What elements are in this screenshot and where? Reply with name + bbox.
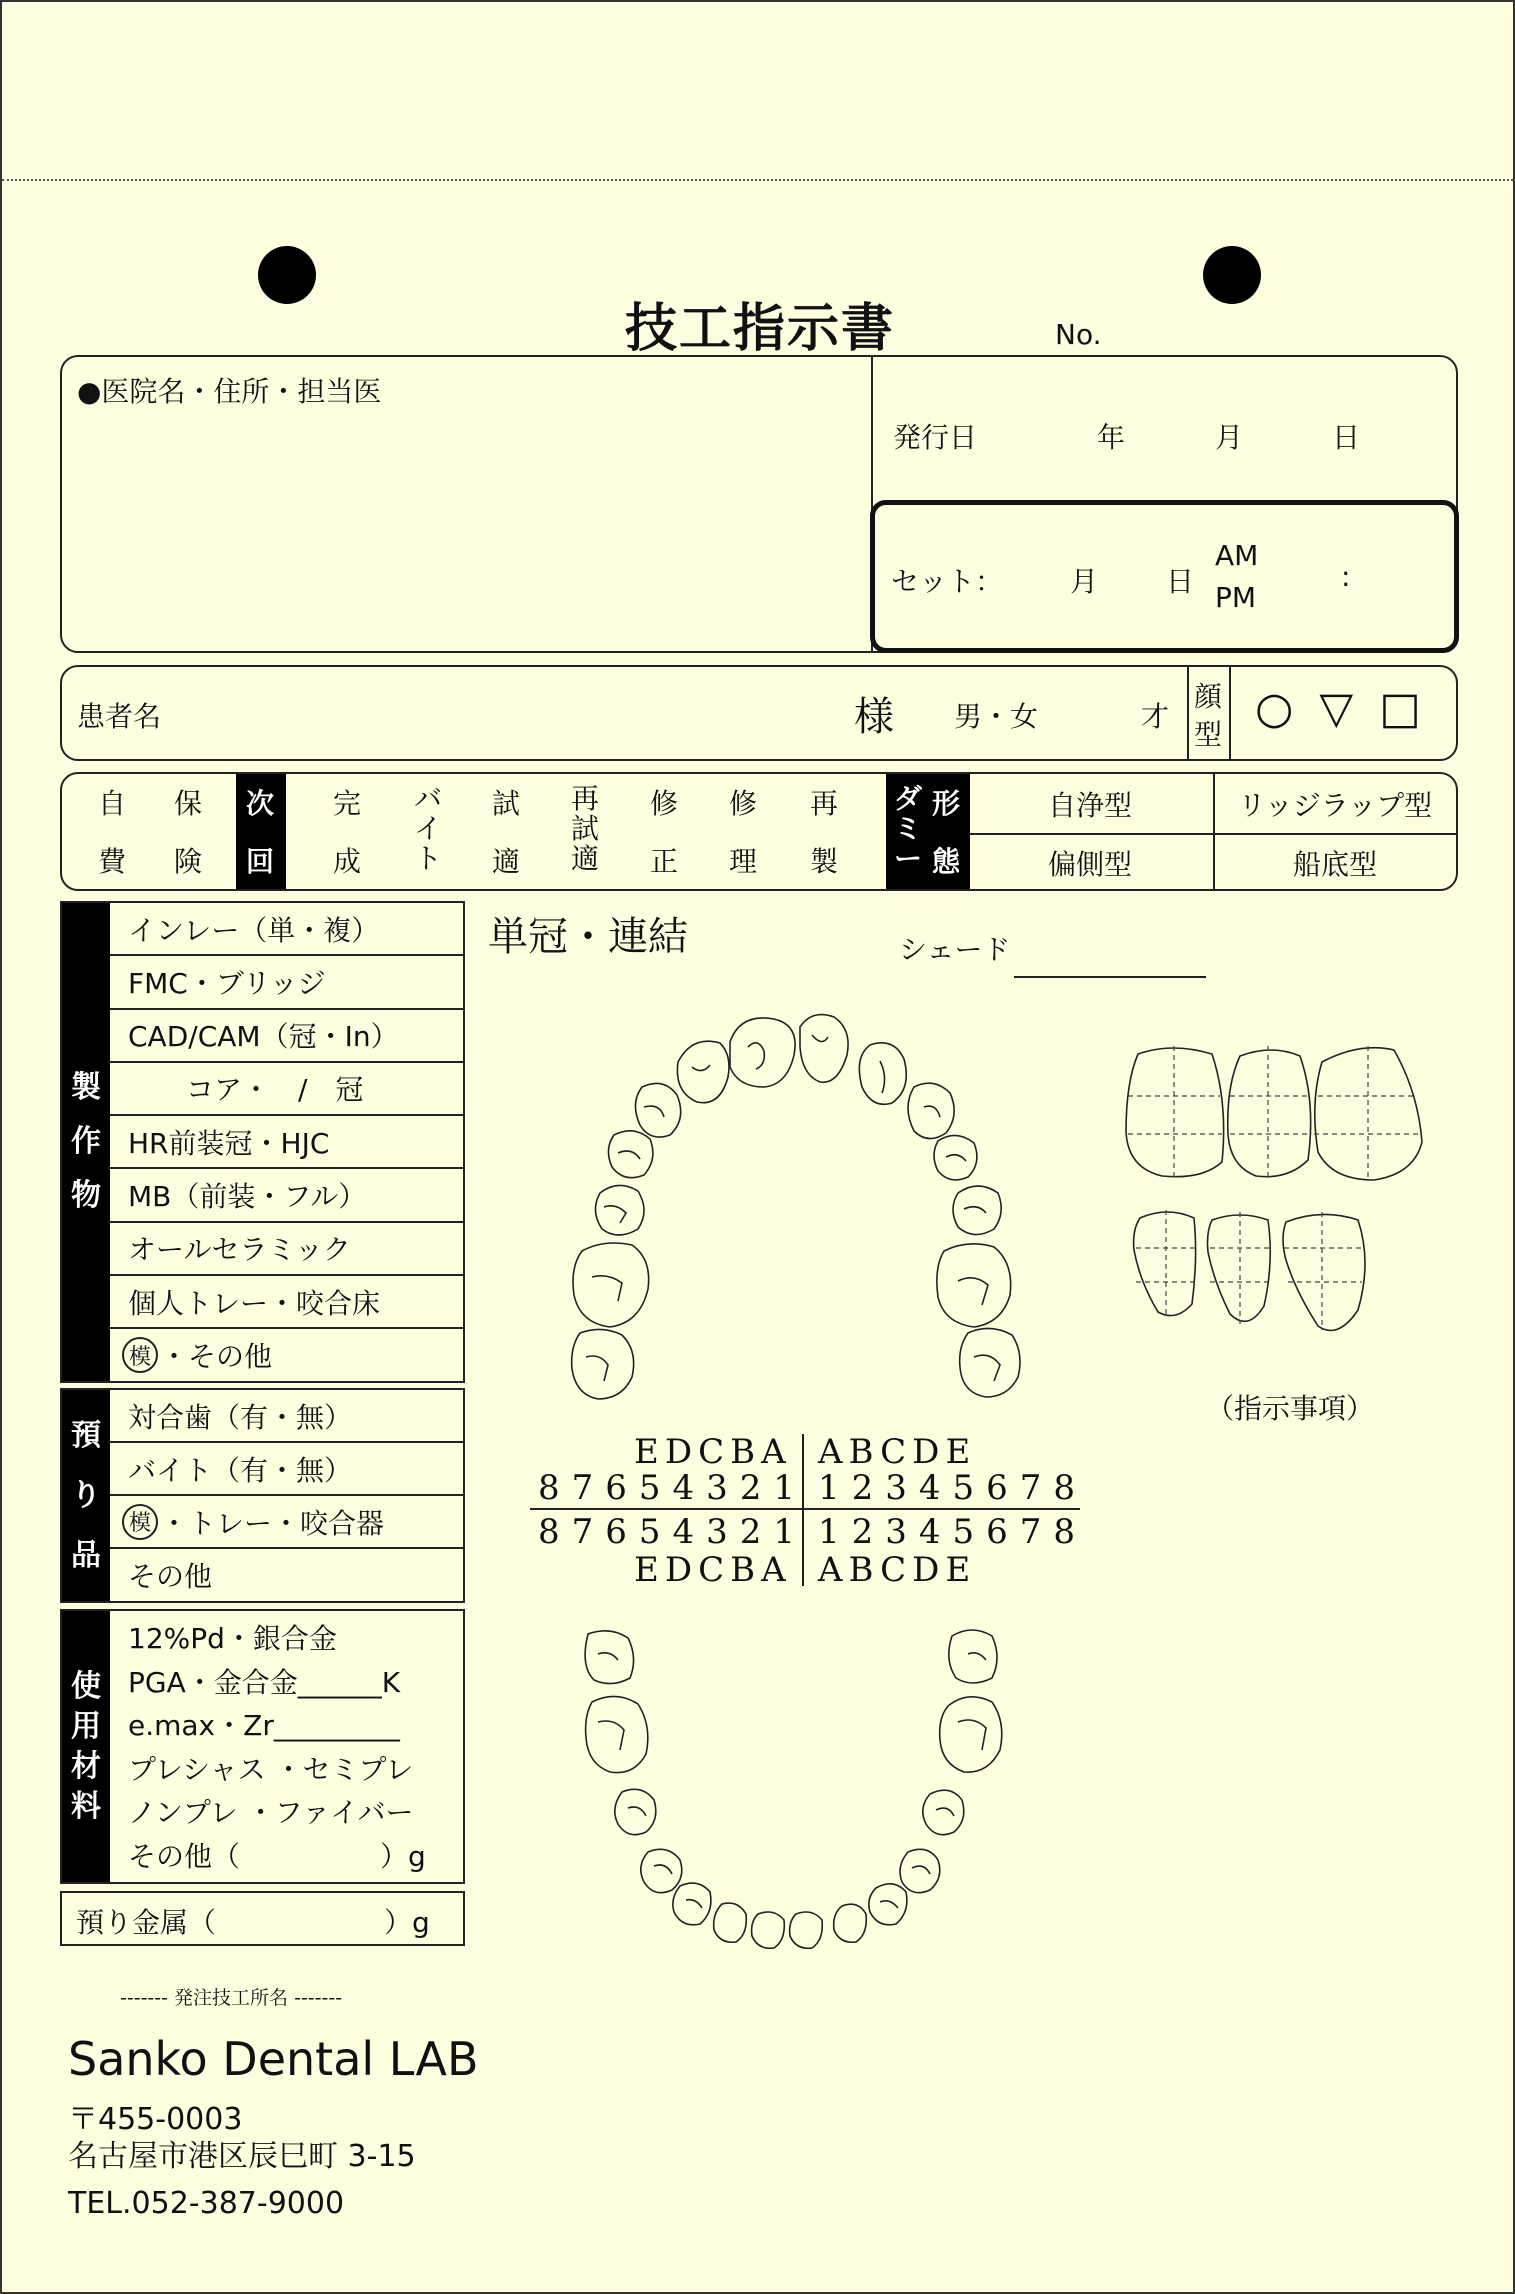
midline	[802, 1434, 804, 1586]
option-saishiteki-2[interactable]: 試	[571, 812, 600, 845]
option-saishiteki-3[interactable]: 適	[571, 842, 600, 875]
form-type-hensoku[interactable]: 偏側型	[1047, 848, 1132, 881]
option-bite-1[interactable]: バ	[414, 782, 443, 815]
shade-label: シェード	[899, 933, 1011, 966]
shade-tooth-upper-lateral-r[interactable]	[1126, 1048, 1224, 1177]
option-jihi-top[interactable]: 自	[98, 787, 127, 820]
option-bite-3[interactable]: ト	[414, 842, 443, 875]
tooth-lower-l7[interactable]	[949, 1630, 997, 1683]
dummy-char-1[interactable]: ダ	[894, 782, 923, 815]
product-label-char: 製	[71, 1070, 101, 1105]
material-label-char: 材	[71, 1748, 101, 1784]
deposit-item-bite[interactable]: バイト（有・無）	[110, 1443, 463, 1496]
shade-tooth-lower-c[interactable]	[1208, 1215, 1271, 1321]
tooth-lower-r2[interactable]	[714, 1903, 747, 1942]
tooth-lower-r1[interactable]	[752, 1912, 785, 1948]
tooth-upper-l7[interactable]	[960, 1328, 1020, 1397]
option-shiteki-top[interactable]: 試	[492, 787, 521, 820]
tooth-upper-r6[interactable]	[573, 1243, 649, 1327]
tooth-upper-r7[interactable]	[572, 1329, 634, 1399]
option-shusei-bottom[interactable]: 正	[650, 845, 679, 878]
option-kansei-bottom[interactable]: 成	[333, 845, 362, 878]
order-lab-label: ------- 発注技工所名 -------	[120, 1987, 343, 2009]
tooth-upper-r1[interactable]	[730, 1018, 795, 1087]
occlusal-line	[530, 1508, 1080, 1510]
single-crown-label: 単冠・連結	[488, 914, 688, 960]
product-item-cadcam[interactable]: CAD/CAM（冠・In）	[110, 1010, 463, 1063]
deposit-list	[110, 1390, 463, 1601]
deposit-section	[60, 1388, 465, 1603]
tooth-upper-r4[interactable]	[608, 1131, 652, 1178]
tooth-lower-r4[interactable]	[641, 1849, 682, 1892]
product-item-other-label: ・その他	[160, 1340, 273, 1374]
issue-date-label: 発行日	[893, 421, 978, 454]
option-kansei-top[interactable]: 完	[333, 787, 362, 820]
face-shape-options[interactable]: ○ ▽ □	[1255, 683, 1427, 734]
product-item-fmc[interactable]: FMC・ブリッジ	[110, 956, 463, 1009]
material-item-pd[interactable]: 12%Pd・銀合金	[128, 1622, 337, 1655]
material-list	[110, 1611, 463, 1882]
tooth-upper-l6[interactable]	[937, 1244, 1011, 1327]
product-item-other[interactable]	[110, 1329, 463, 1381]
material-item-precious[interactable]: プレシャス ・セミプレ	[128, 1752, 414, 1786]
face-label-1: 顔	[1194, 680, 1223, 713]
upper-arch-diagram	[542, 1007, 1062, 1407]
dummy-char-2[interactable]: ミ	[894, 812, 923, 845]
sama-label: 様	[854, 694, 894, 740]
tooth-upper-l4[interactable]	[934, 1135, 977, 1179]
material-section	[60, 1609, 465, 1884]
lab-name: Sanko Dental LAB	[68, 2032, 479, 2086]
product-item-tray[interactable]: 個人トレー・咬合床	[110, 1276, 463, 1329]
sex-label: 男・女	[954, 700, 1039, 733]
tooth-lower-r3[interactable]	[673, 1883, 711, 1925]
lower-deciduous-left: ABCDE	[818, 1550, 977, 1590]
shade-tooth-upper-central[interactable]	[1228, 1050, 1311, 1177]
shade-line[interactable]	[1014, 976, 1206, 978]
deposit-label-char: 品	[71, 1537, 101, 1573]
product-section	[60, 901, 465, 1383]
option-next-bottom[interactable]: 回	[246, 845, 275, 878]
option-next-top[interactable]: 次	[246, 787, 275, 820]
deposit-item-model[interactable]	[110, 1496, 463, 1549]
tooth-lower-l1[interactable]	[790, 1912, 823, 1948]
tooth-upper-l1[interactable]	[800, 1015, 848, 1083]
tooth-lower-l3[interactable]	[869, 1884, 907, 1925]
issue-year-label: 年	[1097, 421, 1126, 454]
lab-address: 名古屋市港区辰巳町 3-15	[68, 2139, 416, 2174]
upper-deciduous-right: EDCBA	[634, 1432, 792, 1472]
material-label-char: 料	[71, 1788, 101, 1824]
issue-month-label: 月	[1215, 421, 1244, 454]
face-label-2: 型	[1194, 718, 1223, 751]
shade-tooth-lower-r[interactable]	[1134, 1212, 1196, 1316]
set-day-label: 日	[1166, 565, 1195, 598]
age-label: 才	[1141, 700, 1170, 733]
upper-deciduous-left: ABCDE	[818, 1432, 977, 1472]
tooth-grooves	[598, 1653, 986, 1908]
product-item-ceramic[interactable]: オールセラミック	[110, 1223, 463, 1276]
divider	[1187, 665, 1189, 761]
option-hoken-top[interactable]: 保	[174, 787, 203, 820]
product-label	[62, 903, 110, 1381]
model-mark: 模	[122, 1504, 158, 1540]
punch-hole-left	[258, 246, 316, 304]
deposit-label	[62, 1390, 110, 1601]
tooth-upper-r5[interactable]	[595, 1185, 644, 1235]
product-item-core[interactable]: コア・ / 冠	[110, 1063, 463, 1116]
lab-tel: TEL.052-387-9000	[68, 2186, 345, 2221]
material-item-pga[interactable]: PGA・金合金______K	[128, 1665, 401, 1699]
option-shiteki-bottom[interactable]: 適	[492, 845, 521, 878]
clinic-label: ●医院名・住所・担当医	[77, 375, 382, 408]
tooth-lower-l5[interactable]	[923, 1790, 964, 1835]
option-jihi-bottom[interactable]: 費	[98, 845, 127, 878]
product-label-char: 作	[71, 1124, 101, 1159]
tooth-lower-r6[interactable]	[586, 1696, 648, 1772]
tooth-upper-r2[interactable]	[677, 1041, 729, 1103]
anterior-shade-diagram	[1122, 1042, 1432, 1352]
material-item-other[interactable]: その他（ ）g	[128, 1839, 426, 1873]
am-label: AM	[1215, 539, 1259, 572]
option-shuri-bottom[interactable]: 理	[729, 845, 758, 878]
product-item-inlay[interactable]: インレー（単・複）	[110, 903, 463, 956]
lower-deciduous-right: EDCBA	[634, 1550, 792, 1590]
option-saishiteki-1[interactable]: 再	[571, 782, 600, 815]
pm-label: PM	[1215, 581, 1257, 614]
shade-grid	[1128, 1046, 1422, 1330]
product-item-mb[interactable]: MB（前装・フル）	[110, 1169, 463, 1222]
issue-day-label: 日	[1332, 421, 1361, 454]
form-char-2[interactable]: 態	[932, 845, 961, 878]
tooth-lower-r7[interactable]	[585, 1631, 633, 1684]
tooth-number-chart	[530, 1430, 1088, 1592]
product-list	[110, 903, 463, 1381]
tooth-lower-l6[interactable]	[940, 1697, 1002, 1772]
form-type-jijou[interactable]: 自浄型	[1047, 789, 1132, 822]
set-month-label: 月	[1070, 565, 1099, 598]
dummy-char-3[interactable]: ー	[894, 842, 923, 875]
tooth-upper-l3[interactable]	[908, 1083, 954, 1138]
product-item-hr[interactable]: HR前装冠・HJC	[110, 1116, 463, 1169]
material-label-char: 使	[71, 1668, 101, 1704]
tooth-lower-l4[interactable]	[900, 1849, 940, 1892]
form-type-sentei[interactable]: 船底型	[1292, 848, 1377, 881]
option-shusei-top[interactable]: 修	[650, 787, 679, 820]
divider	[1229, 665, 1231, 761]
option-saisei-top[interactable]: 再	[810, 787, 839, 820]
product-label-char: 物	[71, 1178, 101, 1213]
number-label: No.	[1055, 318, 1102, 351]
lower-permanent-right: 87654321	[538, 1512, 808, 1552]
patient-box	[60, 665, 1458, 761]
model-mark: 模	[122, 1337, 158, 1373]
instruction-note-label: （指示事項）	[1206, 1392, 1375, 1425]
form-char-1[interactable]: 形	[932, 787, 961, 820]
tooth-upper-l2[interactable]	[859, 1043, 906, 1104]
punch-hole-right	[1203, 246, 1261, 304]
deposit-metal-field[interactable]: 預り金属（ ）g	[60, 1891, 465, 1946]
material-label-char: 用	[71, 1708, 101, 1744]
shade-tooth-lower-l[interactable]	[1283, 1214, 1365, 1330]
option-shuri-top[interactable]: 修	[729, 787, 758, 820]
lower-arch-diagram	[562, 1622, 1042, 1972]
upper-permanent-left: 12345678	[818, 1468, 1088, 1508]
form-type-ridgelap[interactable]: リッジラップ型	[1237, 789, 1433, 822]
material-label	[62, 1611, 110, 1882]
patient-name-label: 患者名	[77, 700, 162, 733]
lab-postal: 〒455-0003	[68, 2102, 243, 2137]
option-saisei-bottom[interactable]: 製	[810, 845, 839, 878]
lower-permanent-left: 12345678	[818, 1512, 1088, 1552]
deposit-item-opposing[interactable]: 対合歯（有・無）	[110, 1390, 463, 1443]
tooth-lower-l2[interactable]	[834, 1904, 867, 1942]
option-bite-2[interactable]: イ	[414, 812, 443, 845]
tooth-grooves	[586, 1035, 1000, 1381]
tooth-upper-r3[interactable]	[635, 1083, 680, 1137]
deposit-item-other[interactable]: その他	[128, 1560, 213, 1593]
deposit-label-char: り	[71, 1477, 101, 1513]
option-hoken-bottom[interactable]: 険	[174, 845, 203, 878]
page-title: 技工指示書	[625, 299, 896, 359]
deposit-label-char: 預	[71, 1417, 101, 1453]
material-item-nonprecious[interactable]: ノンプレ ・ファイバー	[128, 1796, 414, 1829]
tooth-upper-l5[interactable]	[953, 1186, 1001, 1235]
material-item-emax[interactable]: e.max・Zr_________	[128, 1709, 400, 1742]
tooth-lower-r5[interactable]	[615, 1789, 656, 1834]
time-colon: :	[1341, 560, 1351, 593]
perforation-line	[2, 179, 1515, 181]
set-label: セット：	[891, 565, 1004, 598]
deposit-item-model-label: ・トレー・咬合器	[160, 1506, 385, 1540]
upper-permanent-right: 87654321	[538, 1468, 808, 1508]
